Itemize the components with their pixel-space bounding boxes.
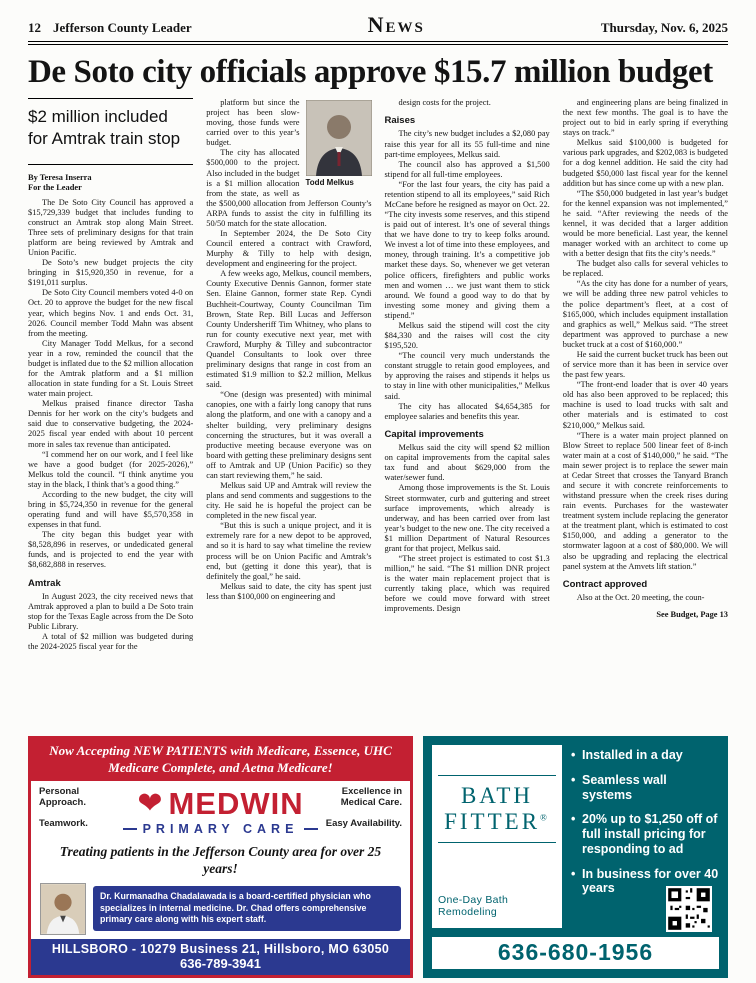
medwin-address: HILLSBORO - 10279 Business 21, Hillsboro, MO 63050 — [51, 942, 390, 956]
paragraph: A total of $2 million was budgeted during the 2024-2025 fiscal year for the — [28, 632, 194, 652]
doctor-blurb: Dr. Kurmanadha Chadalawada is a board-certified physician who specializes in internal medicine. Dr. Chad offers comprehensive primary care along with his expert staff. — [93, 886, 401, 930]
medwin-phone: 636-789-3941 — [180, 956, 261, 971]
paragraph: “The street project is estimated to cost $1.3 million,” he said. “The $1 million DNR project is the water main replacement project that is currently taking place, which was required before we could move forward with street improvements. Design — [384, 553, 550, 614]
bullet-item: • Seamless wall systems — [571, 773, 719, 803]
article-column-1 — [28, 98, 193, 726]
paragraph: A few weeks ago, Melkus, council members, County Executive Dennis Gannon, former state Sen. Elaine Gannon, former state Rep. Cyndi Buchheit-Courtway, County Councilman Tim Brown, State Rep. Bill Lucas and Jefferson County Undersheriff Tim Whitney, who plans to run for county executive next year, met with Crawford, Murphy & Tilley and subcontractor Quandel Consultants to look over three preliminary designs that range in cost from an estimated $1.9 million to $2.2 million, Melkus said. — [206, 269, 372, 390]
paragraph: platform but since the project has been slow-moving, those funds were carried over to this year’s budget. — [206, 98, 300, 148]
paragraph: Melkus said the stipend will cost the city $84,330 and the raises will cost the city $195,520. — [384, 320, 550, 351]
paragraph: Melkus praised finance director Tasha Dennis for her work on the city’s budgets and said due to conservative budgeting, the 2024-2025 fiscal year ended with about 10 percent more in sales tax revenue than anticipated. — [28, 399, 194, 449]
medwin-brand-name: MEDWIN — [168, 786, 304, 822]
deck-headline: $2 million included for Amtrak train stop — [28, 98, 193, 165]
subhead-capital: Capital improvements — [384, 428, 484, 440]
medwin-banner: Now Accepting NEW PATIENTS with Medicare, Essence, UHC Medicare Complete, and Aetna Medicare! — [31, 739, 410, 781]
heart-icon: ❤ — [137, 786, 163, 820]
paragraph: “I commend her on our work, and I feel like we have a good budget (for 2025-2026),” Melkus told the council. “I think anytime you stay in the black, I think that’s a good thing.” — [28, 449, 194, 489]
medwin-note: Personal Approach. — [39, 785, 86, 808]
paragraph: “The front-end loader that is over 40 years old has also been approved to be replaced; this machine is used to load trucks with salt and other materials and is estimated to cost $210,000,” Melkus said. — [562, 380, 728, 430]
medwin-tagline: Treating patients in the Jefferson County area for over 25 years! — [59, 843, 382, 876]
medwin-right-notes — [324, 786, 402, 839]
qr-code — [666, 886, 712, 932]
medwin-note: Easy Availability. — [325, 817, 402, 829]
medwin-brand-row — [117, 786, 324, 822]
paragraph: Also at the Oct. 20 meeting, the coun- — [576, 593, 705, 603]
paragraph: The city has allocated $4,654,385 for employee salaries and benefits this year. — [384, 401, 550, 421]
section-title: News — [367, 12, 425, 37]
paragraph: “As the city has done for a number of years, we will be adding three new patrol vehicles to the police department’s fleet, at a cost of $165,000, which includes equipment installation and graphics as well,” Melkus said. “The street department was approved to purchase a new bucket truck at a cost of $160,000.” — [562, 279, 728, 349]
registered-mark: ® — [540, 812, 550, 823]
paragraph: The De Soto City Council has approved a $15,729,339 budget that includes funding to construct an Amtrak stop along Main Street. Three sets of preliminary designs for that train platform are being reviewed by Amtrak and Union Pacific. — [28, 197, 194, 258]
paragraph: De Soto’s new budget projects the city bringing in $15,920,350 in revenue, for a $191,011 surplus. — [28, 258, 194, 288]
paragraph: “One (design was presented) with minimal canopies, one with a fairly long canopy that runs along the platform, and one with a canopy and a shelter building, very preliminary designs concerning the structures, but it was overall a productive meeting because everyone was on board with getting these preliminary designs sent off to Amtrak and UP (Union Pacific) so they can start reviewing them,” he said. — [206, 390, 372, 480]
paragraph: design costs for the project. — [398, 98, 491, 107]
paragraph: Melkus said UP and Amtrak will review the plans and send comments and suggestions to the city. He said he is hopeful the project can be completed in the new fiscal year. — [206, 480, 372, 521]
paragraph: In August 2023, the city received news that Amtrak approved a plan to build a De Soto train stop for the Texas Eagle across from the De Soto Public Library. — [28, 591, 194, 632]
bathfitter-phone: 636-680-1956 — [432, 937, 719, 969]
paragraph: City Manager Todd Melkus, for a second year in a row, reminded the council that the budget is inflated due to the $2 million allocation for the Amtrak platform and a $1 million allocation in state funding for a St. Louis Street water main project. — [28, 338, 194, 399]
bullet-item: • Installed in a day — [571, 748, 719, 763]
article-column-4 — [563, 98, 728, 726]
paper-name: Jefferson County Leader — [53, 20, 192, 35]
bathfitter-subtitle: One-Day Bath Remodeling — [438, 894, 509, 918]
paragraph: The city began this budget year with $8,528,896 in reserves, or undedicated general funds, and is projected to end the year with $8,682,888 in reserves. — [28, 530, 194, 570]
masthead — [28, 10, 728, 41]
photo-caption: Todd Melkus — [305, 178, 354, 187]
article-column-2 — [206, 98, 371, 726]
issue-date: Thursday, Nov. 6, 2025 — [600, 20, 728, 35]
medwin-note: Teamwork. — [39, 817, 88, 829]
byline — [28, 173, 193, 193]
doctor-photo — [40, 883, 86, 935]
bathfitter-ad — [423, 736, 728, 978]
bullet-item: • 20% up to $1,250 off of full install pricing for responding to ad — [571, 812, 719, 856]
paragraph: “The $50,000 budgeted in last year’s budget for the kennel expansion was not implemented,” he said. “After reviewing the needs of the kennel, it was decided that a larger addition would be more beneficial. Last year, the kennel manager worked with an architect to come up with a better design that fits the city’s needs.” — [562, 188, 728, 259]
paragraph: According to the new budget, the city will bring in $5,724,350 in revenue for the general operating fund and will have $5,570,358 in expenses in that fund. — [28, 489, 194, 530]
paragraph: Melkus said to date, the city has spent just less than $100,000 on engineering and — [206, 581, 372, 601]
masthead-left — [28, 20, 192, 36]
main-headline: De Soto city officials approve $15.7 million budget — [28, 54, 713, 90]
medwin-footer — [31, 939, 410, 975]
jump-line: See Budget, Page 13 — [656, 610, 728, 620]
medwin-ad — [28, 736, 413, 978]
bullet-item: • In business for over 40 years — [571, 867, 719, 897]
bathfitter-brand-line1: BATH — [460, 783, 534, 808]
subhead-amtrak: Amtrak — [28, 577, 61, 589]
bathfitter-logo — [438, 775, 556, 843]
byline-author: By Teresa Inserra — [28, 172, 92, 182]
bathfitter-logo-box — [432, 745, 562, 928]
article-body — [28, 98, 728, 726]
paragraph: The city’s new budget includes a $2,080 pay raise this year for all its 55 full-time and nine part-time employees, Melkus said. — [384, 129, 550, 159]
rule-left — [123, 828, 137, 830]
medwin-left-notes — [39, 786, 117, 839]
medwin-brand-sub: PRIMARY CARE — [142, 822, 299, 837]
medwin-note: Excellence in Medical Care. — [340, 785, 402, 808]
subhead-raises: Raises — [384, 115, 416, 127]
paragraph: Melkus said the city will spend $2 million on capital improvements from the capital sales tax fund and about $629,000 from the water/sewer fund. — [384, 443, 550, 483]
paragraph: De Soto City Council members voted 4-0 on Oct. 20 to approve the budget for the new fiscal year, which begins Nov. 1 and ends Oct. 31, 2026. Council member Todd Mahn was absent from the meeting. — [28, 288, 194, 338]
subhead-contract: Contract approved — [562, 578, 648, 590]
page-number: 12 — [28, 20, 41, 35]
rule-right — [304, 828, 318, 830]
medwin-logo — [117, 788, 324, 836]
paragraph: The council also has approved a $1,500 stipend for all full-time employees. — [384, 159, 550, 179]
paragraph: Melkus said $100,000 is budgeted for various park upgrades, and $202,083 is budgeted for a dog kennel addition. He said the city had budgeted $50,000 last fiscal year for the kennel addition but has since come up with a new plan. — [562, 138, 728, 188]
paragraph: “There is a water main project planned on Blow Street to replace 500 linear feet of 8-inch water main at a cost of $140,000,” he said. “The main sewer project is to replace the sewer main at Cedar Street that crosses the Tanyard Branch and secure it with concrete reinforcements to withstand pressure when the creek rises during rain events. Purchases for the wastewater treatment system include replacing the generator at the treatment plant, which is estimated to cost $150,000, and adding a generator to the stormwater lagoon at a cost of $80,000. We will also be upgrading and replacing the electrical panel system at the Amvets lift station.” — [562, 430, 728, 571]
paragraph: The budget also calls for several vehicles to be replaced. — [562, 259, 728, 279]
paragraph: He said the current bucket truck has been out of service more than it has been in service over the past few years. — [562, 349, 728, 380]
paragraph: Among those improvements is the St. Louis Street stormwater, curb and guttering and street surface improvements, which already is underway, and has been carried over from last year’s budget to the new one. The city received a $1 million Department of Natural Resources grant for that project, Melkus said. — [384, 483, 550, 553]
paragraph: In September 2024, the De Soto City Council entered a contract with Crawford, Murphy & Tilly to help with design, development and engineering for the project. — [206, 229, 372, 269]
medwin-brand-sub-row — [117, 822, 324, 836]
brand-text: FITTER — [444, 808, 541, 834]
todd-melkus-photo — [306, 100, 372, 176]
photo-block — [306, 100, 372, 188]
paragraph: The city has allocated $500,000 to the project. Also included in the budget is a $1 million allocation from the state, as well as the $500,000 allocation from Jefferson County’s ARPA funds to assist the city in fulfilling its 50/50 match for the state allocation. — [206, 148, 372, 228]
paragraph: “For the last four years, the city has paid a retention stipend to all its employees,” said Rich McCane before he resigned as mayor on Oct. 22. “The city invests some reserves, and this stipend is paid out of interest. It’s one of several things that we have done to try to keep folks around. We invest a lot of time into these employees, and money, through training. It’s a competitive job market these days. So, whenever we get veteran police officers, firefighters and public works men and women … we just want them to stick around. We found a good way to do that by investing some money and giving them a stipend.” — [384, 179, 550, 320]
ads-row — [28, 736, 728, 978]
paragraph: “But this is such a unique project, and it is extremely rare for a new depot to be approved, and so it is hard to say what timeline the review process will be on Union Pacific and Amtrak’s end, but (getting it done this year), that is definitely the goal,” he said. — [206, 521, 372, 581]
article-column-3 — [385, 98, 550, 726]
medwin-logo-row — [31, 781, 410, 839]
medwin-doctor-row — [31, 881, 410, 937]
paragraph: and engineering plans are being finalized in the next few months. The goal is to have the project out to bid in early spring if everything stays on track.” — [562, 98, 728, 138]
bathfitter-brand-line2 — [440, 809, 554, 835]
byline-org: For the Leader — [28, 182, 82, 192]
paragraph: “The council very much understands the constant struggle to retain good employees, and by approving the raises and stipends it helps us to stay in line with other municipalities,” Melkus said. — [384, 351, 550, 401]
